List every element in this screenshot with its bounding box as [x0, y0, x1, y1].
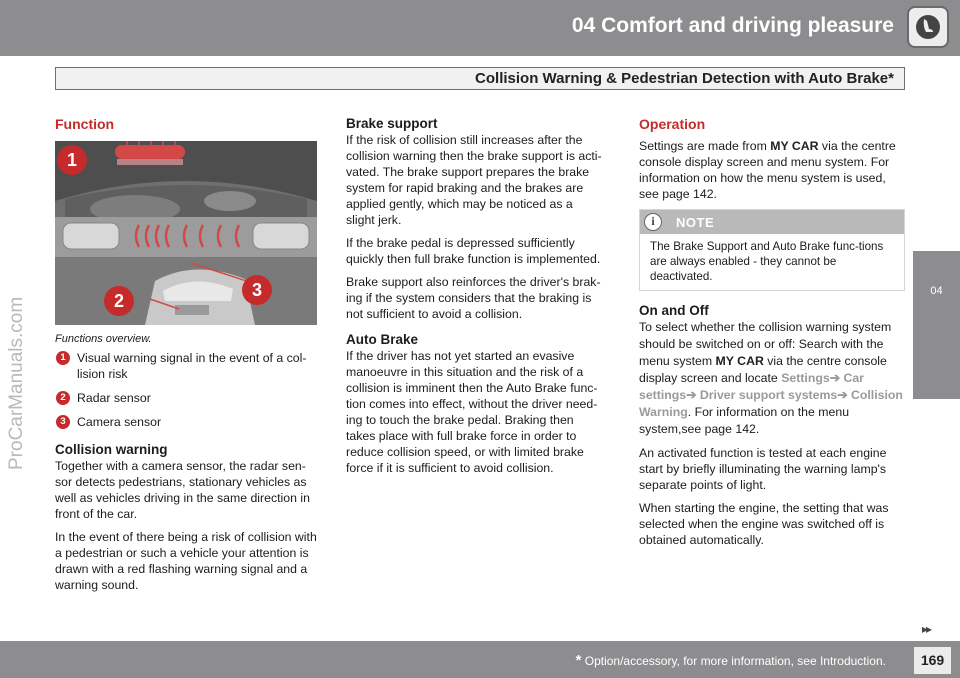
note-text: The Brake Support and Auto Brake func-tions are always enabled - they cannot be deactivated. — [650, 240, 884, 283]
continue-arrow-icon: ▸▸ — [922, 622, 931, 636]
footnote-text: Option/accessory, for more information, see Introduction. — [581, 654, 886, 668]
info-icon: i — [644, 213, 662, 231]
chapter-header — [0, 0, 960, 56]
auto-brake-heading: Auto Brake — [346, 332, 419, 347]
menu-path-car-settings: Car settings — [639, 371, 864, 402]
operation-heading: Operation — [639, 116, 706, 132]
legend-text: Radar sensor — [77, 391, 151, 405]
operation-intro — [639, 138, 905, 202]
column-right — [639, 116, 905, 555]
footnote-star: * — [575, 652, 582, 669]
brake-support-paragraph: Brake support also reinforces the driver's brak-ing if the system considers that the braking is not sufficient to avoid a collision. — [346, 275, 601, 321]
on-off-heading: On and Off — [639, 303, 709, 318]
menu-path-settings: Settings — [781, 371, 830, 385]
on-off-text: . For information on the menu system,see page 142. — [639, 405, 850, 436]
note-box — [639, 209, 905, 291]
note-label: NOTE — [676, 215, 715, 230]
legend-item — [55, 350, 321, 382]
legend-number: 3 — [56, 415, 70, 429]
brake-support-paragraph: If the risk of collision still increases after the collision warning then the brake support is acti-vated. The brake support prepares the brake system for rapid braking and the brakes are applied gently, which may be noticed as a slight jerk. — [346, 133, 602, 227]
on-off-paragraph: When starting the engine, the setting that was selected when the engine was switched off is obtained automatically. — [639, 501, 889, 547]
chapter-side-tab — [913, 251, 960, 399]
collision-warning-paragraph: In the event of there being a risk of collision with a pedestrian or such a vehicle your attention is drawn with a red flashing warning signal and a warning sound. — [55, 530, 317, 592]
section-header — [55, 67, 905, 90]
collision-warning-paragraph: Together with a camera sensor, the radar sen-sor detects pedestrians, stationary vehicles as well as vehicles driving in the same direction in front of the car. — [55, 459, 310, 521]
operation-intro-text: via the centre console display screen and menu system. For information on how the menu system is used, see page 142. — [639, 139, 896, 201]
legend-text: Camera sensor — [77, 415, 162, 429]
legend-item — [55, 414, 321, 430]
function-heading: Function — [55, 116, 115, 132]
brake-support-heading: Brake support — [346, 116, 438, 131]
brake-support-paragraph: If the brake pedal is depressed sufficiently quickly then full brake function is implemented. — [346, 236, 601, 266]
column-middle — [346, 116, 602, 483]
page-number: 169 — [914, 647, 951, 674]
menu-path-driver-support: Driver support systems — [699, 388, 838, 402]
column-left — [55, 116, 321, 600]
collision-warning-heading: Collision warning — [55, 442, 168, 457]
auto-brake-paragraph: If the driver has not yet started an evasive manoeuvre in this situation and the risk of a collision is imminent then the Auto Brake func-tion comes into effect, without the driver need-ing to touch the brake pedal. Braking then takes place with full brake force in order to reduce collision speed, or with limited brake force if it is sufficient to avoid collision. — [346, 349, 598, 475]
seat-icon — [907, 6, 949, 48]
legend-number: 2 — [56, 391, 70, 405]
callout-2: 2 — [104, 286, 134, 316]
on-off-paragraph: An activated function is tested at each engine start by briefly illuminating the warning lamp's separate points of light. — [639, 446, 887, 492]
chapter-title: 04 Comfort and driving pleasure — [571, 14, 894, 37]
on-off-text: To select whether the collision warning system should be switched on or off: Search with the menu system — [639, 320, 892, 368]
arrow-right-icon: ➔ — [686, 388, 697, 402]
arrow-right-icon: ➔ — [837, 388, 848, 402]
functions-overview-figure — [55, 141, 317, 325]
note-header — [640, 210, 904, 234]
dashboard-illustration — [55, 141, 317, 325]
page-footer — [0, 641, 960, 678]
legend-number: 1 — [56, 351, 70, 365]
arrow-right-icon: ➔ — [829, 371, 841, 385]
section-title: Collision Warning & Pedestrian Detection with Auto Brake* — [475, 70, 894, 87]
ui-ref-my-car: MY CAR — [715, 354, 764, 368]
on-off-text: via the centre console display screen and locate — [639, 354, 887, 385]
ui-ref-my-car: MY CAR — [770, 139, 819, 153]
figure-caption: Functions overview. — [55, 333, 152, 345]
callout-3: 3 — [242, 275, 272, 305]
watermark: ProCarManuals.com — [6, 296, 27, 470]
legend-item — [55, 390, 321, 406]
chapter-side-tab-label: 04 — [930, 285, 943, 297]
menu-path-collision-warning: Collision Warning — [639, 388, 903, 419]
legend-text: Visual warning signal in the event of a col-lision risk — [77, 351, 307, 381]
footnote — [576, 652, 886, 669]
on-off-paragraph — [639, 319, 905, 438]
callout-1: 1 — [57, 145, 87, 175]
operation-intro-text: Settings are made from — [639, 139, 771, 153]
